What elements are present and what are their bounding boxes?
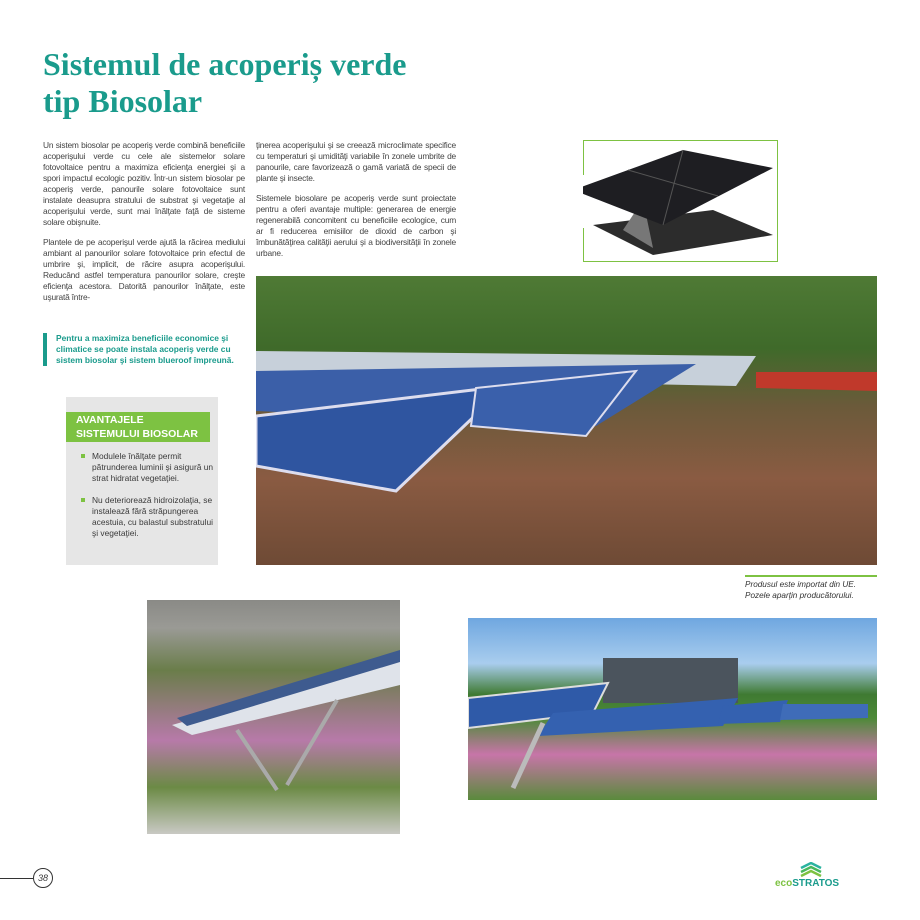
list-item: Nu deteriorează hidroizolaţia, se instalează fără străpungerea acestuia, cu balastul substratului şi vegetaţiei.: [80, 495, 215, 539]
import-note: Produsul este importat din UE. Pozele aparţin producătorului.: [745, 575, 877, 601]
solar-module-on-drainage-tray-illustration: [583, 140, 778, 262]
solar-panel-rows: [256, 276, 877, 565]
logo-chevron-icon: [800, 862, 822, 878]
middle-text-column: ţinerea acoperişului şi se creează microclimate specifice cu temperaturi şi umidităţi variabile în zonele umbrite de panourile, care favorizează o gamă variată de specii de plante şi insecte. Sistemele biosolare pe acoperiş verde sunt proiectate pentru a oferi avantaje multiple: generarea de energie regenerabilă concomitent cu beneficiile ecologice, cum ar fi reducerea emisiilor de dioxid de carbon şi îmbunătăţirea calităţii aerului şi a biodiversităţii în zonele urbane.: [256, 140, 456, 258]
list-item: Modulele înălţate permit pătrunderea luminii şi asigură un strat hidratat vegetaţiei.: [80, 451, 215, 484]
tilted-panel: [147, 600, 400, 834]
left-text-column: Un sistem biosolar pe acoperiş verde combină beneficiile acoperişului verde cu cele ale sistemelor solare fotovoltaice pentru a maximiza eficienţa energiei şi a spori impactul ecologic pozitiv. Într-un sistem biosolar pe acoperiş verde, panourile solare fotovoltaice sunt instalate deasupra stratului de substrat şi vegetaţie al acoperişului verde, sunt mai înălţate faţă de sisteme solare obişnuite. Plantele de pe acoperişul verde ajută la răcirea mediului ambiant al panourilor solare fotovoltaice prin efectul de umbrire şi, implicit, de răcire asupra acoperişului. Reducând astfel temperatura panourilor solare, creşte eficienţa acestora. Datorită panourilor înălţate, este uşurată între-: [43, 140, 245, 302]
product-image: [583, 140, 778, 262]
page-number-line: [0, 878, 33, 879]
biosolar-roof-photo: [256, 276, 877, 565]
ecostratos-logo: ecoSTRATOS: [775, 862, 855, 892]
panel-row: [468, 618, 877, 800]
advantages-list: [80, 451, 215, 550]
panels-with-flowers-photo: [147, 600, 400, 834]
page-title: Sistemul de acoperiș verde tip Biosolar: [43, 46, 407, 119]
page-number: 38: [33, 868, 53, 888]
advantages-heading: AVANTAJELE SISTEMULUI BIOSOLAR: [66, 412, 210, 442]
highlight-quote: Pentru a maximiza beneficiile economice şi climatice se poate instala acoperiş verde cu sistem biosolar şi sistem blueroof împreună.: [43, 333, 248, 366]
panels-with-building-photo: [468, 618, 877, 800]
